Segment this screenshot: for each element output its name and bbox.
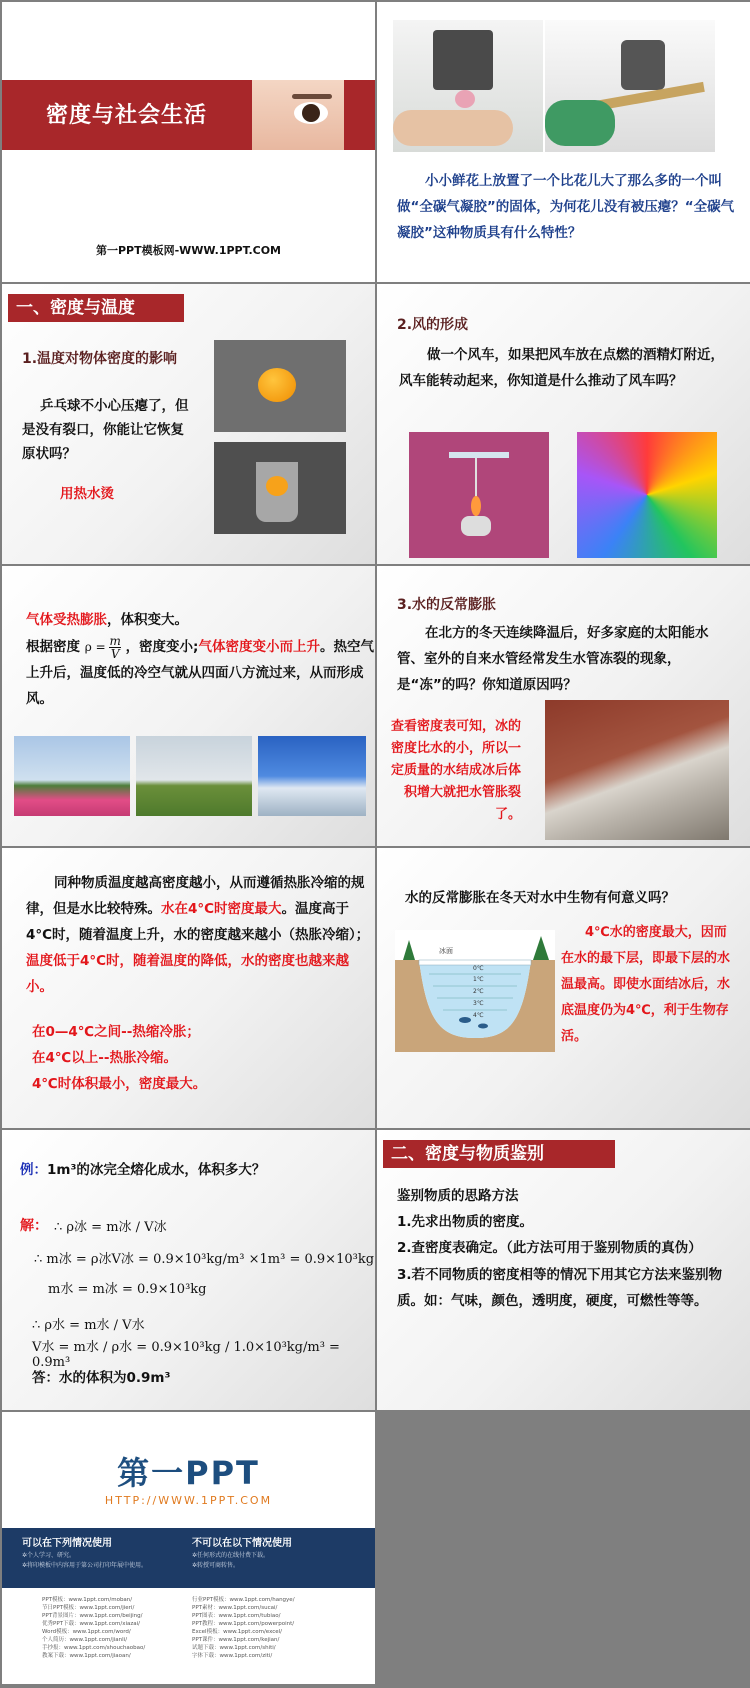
footer-text: 第一PPT模板网-WWW.1PPT.COM xyxy=(95,244,282,257)
pipe-question: 在北方的冬天连续降温后，好多家庭的太阳能水管、室外的自来水管经常发生水管冻裂的现象，是“冻”的吗？你知道原因吗？ xyxy=(397,625,709,693)
example-question xyxy=(20,1158,265,1182)
frozen-pipe-photo xyxy=(545,700,729,840)
winter-answer: 4℃水的密度最大，因而在水的最下层，即最下层的水温最高。即使水面结冰后，水底温度仍为4℃，利于生物存活。 xyxy=(561,925,731,1044)
link-left-5[interactable]: Word模板：www.1ppt.com/word/ xyxy=(42,1629,131,1635)
ppt-logo: 第一PPT xyxy=(117,1454,260,1492)
slide-winter-meaning xyxy=(377,848,750,1128)
windmill-photo-1 xyxy=(14,736,130,816)
cannot-use-item-1: ✲任何形式的在线付费下载。 xyxy=(192,1552,270,1559)
formula-water-mass: m水 = m冰 = 0.9×10³kg xyxy=(48,1282,207,1297)
windmill-photo-3 xyxy=(258,736,366,816)
gas-expansion-line xyxy=(26,608,188,632)
water-above-4c: 。温度高于4°C时，随着温度上升，水的密度越来越小（热胀冷缩）； xyxy=(26,901,370,943)
link-right-1[interactable]: 行业PPT模板：www.1ppt.com/hangye/ xyxy=(192,1597,295,1603)
rule-4c-max: 4℃时体积最小，密度最大。 xyxy=(32,1076,207,1092)
aerogel-question: 小小鲜花上放置了一个比花儿大了那么多的一个叫做“全碳气凝胶”的固体，为何花儿没有被压瘪？“全碳气凝胶”这种物质具有什么特性？ xyxy=(397,173,735,241)
eye-photo xyxy=(252,80,344,150)
subheading-temp-effect: 1.温度对物体密度的影响 xyxy=(22,351,178,367)
density-intro: 根据密度 xyxy=(26,639,80,655)
water-density-intro: 同种物质温度越高密度越小，从而遵循热胀冷缩的规律，但是水比较特殊。 xyxy=(26,875,365,917)
link-left-4[interactable]: 优秀PPT下载：www.1ppt.com/xiazai/ xyxy=(42,1621,141,1627)
link-left-3[interactable]: PPT背景图片：www.1ppt.com/beijing/ xyxy=(42,1613,143,1619)
example-label: 例： xyxy=(20,1162,47,1178)
density-smaller: ，密度变小; xyxy=(125,639,199,655)
link-right-5[interactable]: Excel模板：www.1ppt.com/excel/ xyxy=(192,1629,283,1635)
cannot-use-title: 不可以在以下情况使用 xyxy=(192,1538,292,1549)
ice-label: 冰面 xyxy=(439,947,453,955)
wind-formation: 。热空气上升后，温度低的冷空气就从四面八方流过来，从而形成风。 xyxy=(26,639,374,707)
formula-ice-mass: ∴ m冰 = ρ冰V冰 = 0.9×10³kg/m³ ×1m³ = 0.9×10³kg xyxy=(34,1252,375,1267)
solution-label: 解： xyxy=(20,1218,48,1234)
gas-rise-highlight: 气体密度变小而上升 xyxy=(198,639,320,655)
section-header-2: 二、密度与物质鉴别 xyxy=(383,1140,615,1168)
method-step-2: 2.查密度表确定。（此方法可用于鉴别物质的真伪） xyxy=(397,1240,702,1256)
link-right-4[interactable]: PPT教程：www.1ppt.com/powerpoint/ xyxy=(192,1621,295,1627)
link-left-1[interactable]: PPT模板：www.1ppt.com/moban/ xyxy=(42,1597,133,1603)
pingpong-question: 乒乓球不小心压瘪了，但是没有裂口，你能让它恢复原状吗？ xyxy=(22,398,189,462)
water-max-density: 水在4°C时密度最大 xyxy=(161,901,282,917)
level-2c: 2℃ xyxy=(473,988,484,995)
links-left xyxy=(42,1596,145,1660)
link-left-2[interactable]: 节日PPT模板：www.1ppt.com/jieri/ xyxy=(42,1605,135,1611)
slide-water-density-4c xyxy=(2,848,375,1128)
pinwheel-photo xyxy=(577,432,717,558)
pingpong-photo-1 xyxy=(214,340,346,432)
slide-aerogel xyxy=(377,2,750,282)
water-below-4c: 温度低于4°C时，随着温度的降低，水的密度也越来越小。 xyxy=(26,953,350,995)
example-text: 1m³的冰完全熔化成水，体积多大？ xyxy=(47,1162,266,1178)
rule-above-4c: 在4℃以上--热胀冷缩。 xyxy=(32,1050,177,1066)
slide-water-anomaly xyxy=(377,566,750,846)
level-1c: 1℃ xyxy=(473,976,484,983)
link-left-8[interactable]: 教案下载：www.1ppt.com/jiaoan/ xyxy=(42,1653,131,1659)
link-right-3[interactable]: PPT图表：www.1ppt.com/tubiao/ xyxy=(192,1613,281,1619)
formula-ice-density: ∴ ρ冰 = m冰 / V冰 xyxy=(54,1220,167,1235)
density-explanation xyxy=(26,634,374,712)
gas-expansion-rest: ，体积变大。 xyxy=(107,612,188,628)
aerogel-photo-2 xyxy=(545,20,715,152)
slide-identification xyxy=(377,1130,750,1410)
level-4c: 4℃ xyxy=(473,1012,484,1019)
pipe-answer: 查看密度表可知，冰的密度比水的小，所以一定质量的水结成冰后体积增大就把水管胀裂了。 xyxy=(391,719,522,822)
pingpong-answer: 用热水烫 xyxy=(60,486,114,502)
cannot-use-item-2: ✲转授可商转售。 xyxy=(192,1562,240,1569)
windmill-photo-2 xyxy=(136,736,252,816)
winter-question: 水的反常膨胀在冬天对水中生物有何意义吗？ xyxy=(405,890,675,906)
gas-expansion-highlight: 气体受热膨胀 xyxy=(26,612,107,628)
can-use-item-2: ✲将印模板中内容用于第公司打印年展中使用。 xyxy=(22,1562,148,1569)
link-right-6[interactable]: PPT课件：www.1ppt.com/kejian/ xyxy=(192,1637,280,1643)
slide-wind xyxy=(377,284,750,564)
method-step-1: 1.先求出物质的密度。 xyxy=(397,1214,534,1230)
final-answer: 答：水的体积为0.9m³ xyxy=(32,1370,171,1386)
level-3c: 3℃ xyxy=(473,1000,484,1007)
usage-band xyxy=(2,1528,375,1588)
ppt-url: HTTP://WWW.1PPT.COM xyxy=(104,1494,273,1507)
alcohol-lamp-photo xyxy=(409,432,549,558)
link-right-7[interactable]: 试题下载：www.1ppt.com/shiti/ xyxy=(192,1645,276,1651)
section-header-1: 一、密度与温度 xyxy=(8,294,184,322)
wind-question: 做一个风车，如果把风车放在点燃的酒精灯附近，风车能转动起来，你知道是什么推动了风车吗？ xyxy=(399,347,724,389)
links-right xyxy=(192,1596,295,1660)
link-left-6[interactable]: 个人简历：www.1ppt.com/jianli/ xyxy=(42,1637,128,1643)
formula-water-volume: V水 = m水 / ρ水 = 0.9×10³kg / 1.0×10³kg/m³ = 0.9m³ xyxy=(32,1340,340,1370)
subheading-water-anomaly: 3.水的反常膨胀 xyxy=(397,597,497,613)
pingpong-photo-2 xyxy=(214,442,346,534)
link-left-7[interactable]: 手抄报：www.1ppt.com/shouchaobao/ xyxy=(42,1645,146,1651)
rule-0-4c: 在0—4℃之间--热缩冷胀； xyxy=(32,1024,200,1040)
level-0c: 0℃ xyxy=(473,965,484,972)
slide-density-temp xyxy=(2,284,375,564)
formula-m: m xyxy=(109,634,121,648)
subheading-wind: 2.风的形成 xyxy=(397,317,469,333)
water-density-paragraph xyxy=(26,870,372,1000)
aerogel-photo-1 xyxy=(393,20,543,152)
formula-water-density: ∴ ρ水 = m水 / V水 xyxy=(32,1318,145,1333)
slide-gas-expansion xyxy=(2,566,375,846)
link-right-8[interactable]: 字体下载：www.1ppt.com/ziti/ xyxy=(192,1653,273,1659)
slide-title-text: 密度与社会生活 xyxy=(46,103,208,128)
lake-diagram xyxy=(395,930,555,1052)
method-step-3: 3.若不同物质的密度相等的情况下用其它方法来鉴别物质。如：气味，颜色，透明度，硬度，可燃性等等。 xyxy=(397,1267,723,1309)
slide-copyright xyxy=(2,1412,375,1684)
formula-v: V xyxy=(110,647,120,661)
slide-example xyxy=(2,1130,375,1410)
can-use-item-1: ✲个人学习、研究。 xyxy=(22,1552,76,1559)
density-formula: ρ = $\frac{m}{V}$ xyxy=(84,634,121,661)
link-right-2[interactable]: PPT素材：www.1ppt.com/sucai/ xyxy=(192,1605,278,1611)
slide-title xyxy=(2,2,375,282)
can-use-title: 可以在下列情况使用 xyxy=(22,1538,112,1549)
method-title: 鉴别物质的思路方法 xyxy=(397,1188,519,1204)
